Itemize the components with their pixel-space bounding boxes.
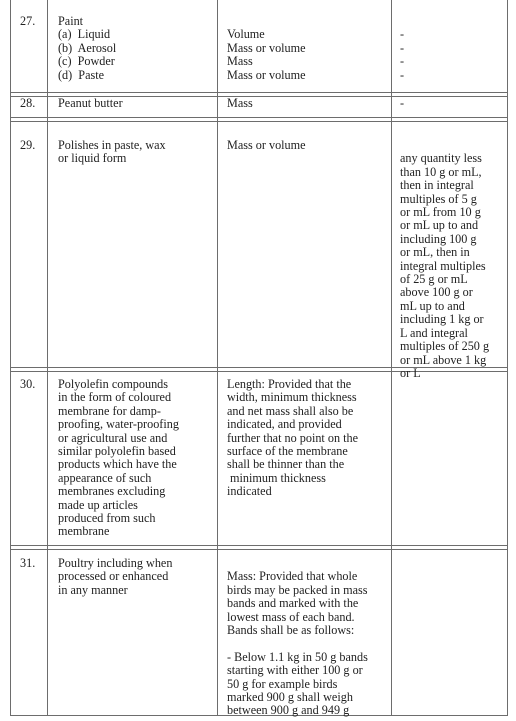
item-description: Poultry including when processed or enhanced in any manner xyxy=(58,556,173,597)
item-description: Peanut butter xyxy=(58,96,123,110)
item-number: 31. xyxy=(20,556,36,570)
unit-of-measurement: Mass: Provided that whole birds may be packed in mass bands and marked with the lowest mass of each band. Bands shall be as follows: - Below 1.1 kg in 50 g bands starting with either 100 g or 50 g for example birds marked 900 g shall weigh between 900 g and 949 g xyxy=(227,569,368,718)
item-description: Polyolefin compounds in the form of coloured membrane for damp- proofing, water-proofing or agricultural use and similar polyolefin based products which have the appearance of such membranes excluding made up articles produced from such membrane xyxy=(58,377,179,539)
item-number: 30. xyxy=(20,377,36,391)
column-divider xyxy=(391,0,392,716)
column-divider xyxy=(217,0,218,716)
unit-of-measurement: Mass or volume xyxy=(227,138,306,152)
permitted-quantity: - xyxy=(400,96,405,110)
column-divider xyxy=(47,0,48,716)
item-description: Paint (a) Liquid (b) Aerosol (c) Powder (d) Paste xyxy=(58,14,117,82)
row-divider xyxy=(10,117,508,118)
row-divider xyxy=(10,121,508,122)
item-description: Polishes in paste, wax or liquid form xyxy=(58,138,166,166)
item-number: 27. xyxy=(20,14,36,28)
permitted-quantity: - - - - xyxy=(400,27,405,82)
row-divider xyxy=(10,92,508,93)
row-divider xyxy=(10,549,508,550)
row-divider xyxy=(10,545,508,546)
permitted-quantity: any quantity less than 10 g or mL, then in integral multiples of 5 g or mL from 10 g or mL up to and including 100 g or mL, then in integral multiples of 25 g or mL above 100 g or mL up to and including 1 kg or L and integral multiples of 250 g or mL above 1 kg or L xyxy=(400,151,490,380)
unit-of-measurement: Volume Mass or volume Mass Mass or volume xyxy=(227,27,306,82)
unit-of-measurement: Mass xyxy=(227,96,253,110)
unit-of-measurement: Length: Provided that the width, minimum thickness and net mass shall also be indicated, and provided further that no point on the surface of the membrane shall be thinner than the minimum thickness indicated xyxy=(227,377,358,499)
column-divider xyxy=(10,0,11,716)
column-divider xyxy=(507,0,508,716)
item-number: 28. xyxy=(20,96,36,110)
item-number: 29. xyxy=(20,138,36,152)
